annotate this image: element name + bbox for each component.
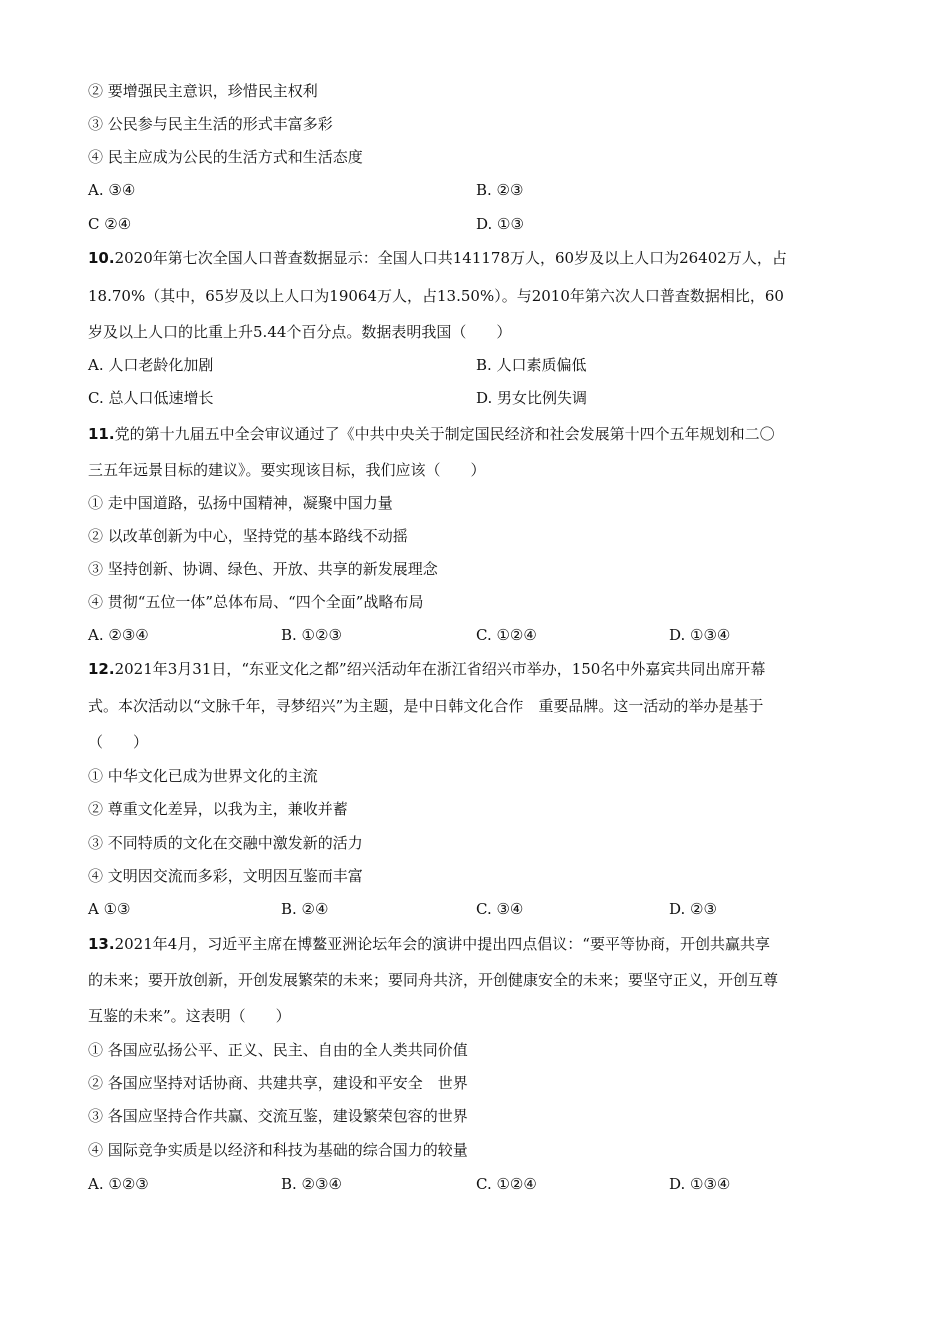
q11-option-c[interactable]: C. ①②④ <box>476 626 537 644</box>
q13-item-1: ① 各国应弘扬公平、正义、民主、自由的全人类共同价值 <box>88 1041 468 1059</box>
q9-item-4: ④ 民主应成为公民的生活方式和生活态度 <box>88 148 363 166</box>
q12-option-c[interactable]: C. ③④ <box>476 900 524 918</box>
q11-stem-line-1 <box>88 424 775 444</box>
q12-stem-text-1: 2021年3月31日，“东亚文化之都”绍兴活动年在浙江省绍兴市举办，150名中外嘉宾共同出席开幕 <box>114 660 766 678</box>
q10-option-c[interactable]: C. 总人口低速增长 <box>88 389 214 407</box>
q10-stem-line-1 <box>88 248 787 268</box>
q10-option-b[interactable]: B. 人口素质偏低 <box>476 356 587 374</box>
q9-option-a[interactable]: A. ③④ <box>88 181 136 199</box>
q10-stem-text-1: 2020年第七次全国人口普查数据显示：全国人口共141178万人，60岁及以上人口为26402万人，占 <box>114 249 787 267</box>
q13-option-c[interactable]: C. ①②④ <box>476 1175 537 1193</box>
q11-option-b[interactable]: B. ①②③ <box>281 626 342 644</box>
q11-item-2: ② 以改革创新为中心，坚持党的基本路线不动摇 <box>88 527 408 545</box>
q12-option-a[interactable]: A ①③ <box>88 900 131 918</box>
q12-item-4: ④ 文明因交流而多彩，文明因互鉴而丰富 <box>88 867 363 885</box>
q11-item-1: ① 走中国道路，弘扬中国精神，凝聚中国力量 <box>88 494 393 512</box>
q12-stem-line-2: 式。本次活动以“文脉千年，寻梦绍兴”为主题，是中日韩文化合作 重要品牌。这一活动的举办是基于 <box>88 697 764 715</box>
q13-stem-line-2: 的未来；要开放创新，开创发展繁荣的未来；要同舟共济，开创健康安全的未来；要坚守正义，开创互尊 <box>88 971 779 989</box>
q9-option-d[interactable]: D. ①③ <box>476 215 524 233</box>
q13-number: 13. <box>88 935 115 953</box>
q13-item-2: ② 各国应坚持对话协商、共建共享，建设和平安全 世界 <box>88 1074 468 1092</box>
q11-item-3: ③ 坚持创新、协调、绿色、开放、共享的新发展理念 <box>88 560 438 578</box>
q12-item-1: ① 中华文化已成为世界文化的主流 <box>88 767 318 785</box>
q13-stem-line-1 <box>88 934 770 954</box>
q9-item-2: ② 要增强民主意识，珍惜民主权利 <box>88 82 318 100</box>
q13-item-4: ④ 国际竞争实质是以经济和科技为基础的综合国力的较量 <box>88 1141 468 1159</box>
q11-item-4: ④ 贯彻“五位一体”总体布局、“四个全面”战略布局 <box>88 593 424 611</box>
q12-stem-line-3: （ ） <box>88 733 149 751</box>
q13-option-a[interactable]: A. ①②③ <box>88 1175 149 1193</box>
q12-option-d[interactable]: D. ②③ <box>669 900 717 918</box>
q10-option-a[interactable]: A. 人口老龄化加剧 <box>88 356 214 374</box>
q13-option-b[interactable]: B. ②③④ <box>281 1175 342 1193</box>
q13-option-d[interactable]: D. ①③④ <box>669 1175 731 1193</box>
q9-item-3: ③ 公民参与民主生活的形式丰富多彩 <box>88 115 333 133</box>
q13-stem-text-1: 2021年4月，习近平主席在博鳌亚洲论坛年会的演讲中提出四点倡议：“要平等协商，开创共赢共享 <box>114 935 770 953</box>
q12-item-3: ③ 不同特质的文化在交融中激发新的活力 <box>88 834 363 852</box>
q13-item-3: ③ 各国应坚持合作共赢、交流互鉴，建设繁荣包容的世界 <box>88 1107 468 1125</box>
q11-option-d[interactable]: D. ①③④ <box>669 626 731 644</box>
q9-option-b[interactable]: B. ②③ <box>476 181 524 199</box>
q13-stem-line-3: 互鉴的未来”。这表明（ ） <box>88 1007 291 1025</box>
q12-item-2: ② 尊重文化差异，以我为主，兼收并蓄 <box>88 800 348 818</box>
q11-stem-line-2: 三五年远景目标的建议》。要实现该目标，我们应该（ ） <box>88 461 486 479</box>
q12-number: 12. <box>88 660 115 678</box>
q11-option-a[interactable]: A. ②③④ <box>88 626 149 644</box>
q10-stem-line-3: 岁及以上人口的比重上升5.44个百分点。数据表明我国（ ） <box>88 323 512 341</box>
q10-option-d[interactable]: D. 男女比例失调 <box>476 389 588 407</box>
q10-stem-line-2: 18.70%（其中，65岁及以上人口为19064万人，占13.50%）。与2010年第六次人口普查数据相比，60 <box>88 287 784 305</box>
q9-option-c[interactable]: C ②④ <box>88 215 132 233</box>
q12-stem-line-1 <box>88 659 765 679</box>
q11-number: 11. <box>88 425 115 443</box>
q10-number: 10. <box>88 249 115 267</box>
q12-option-b[interactable]: B. ②④ <box>281 900 329 918</box>
q11-stem-text-1: 党的第十九届五中全会审议通过了《中共中央关于制定国民经济和社会发展第十四个五年规划和二〇 <box>114 425 775 443</box>
